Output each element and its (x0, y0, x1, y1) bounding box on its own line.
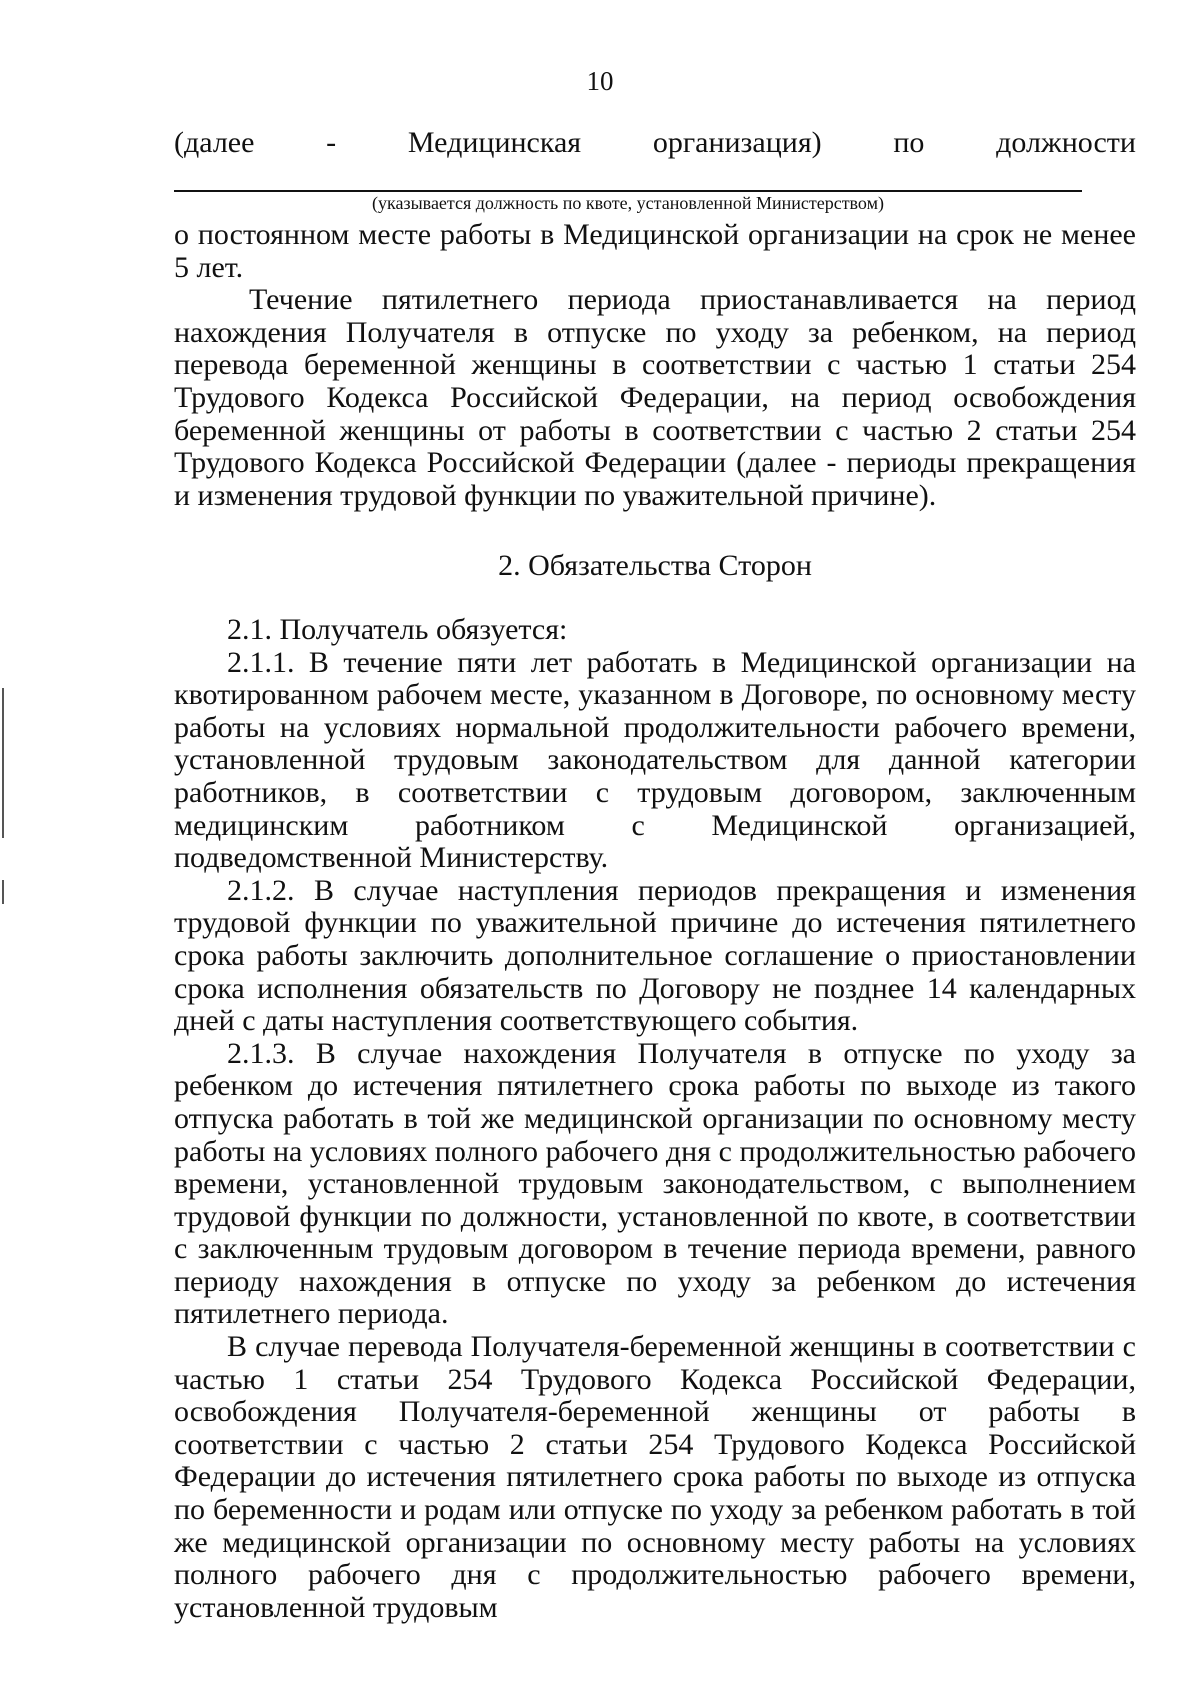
fill-in-blank-line (174, 190, 1082, 192)
header-word: Медицинская (407, 126, 582, 159)
header-word: организация) (652, 126, 822, 159)
page-number: 10 (586, 66, 614, 96)
paragraph: 2.1.1. В течение пяти лет работать в Медицинской организации на квотированном рабочем месте, указанном в Договоре, по основному месту работы на условиях нормальной продолжительности рабочего времени, установленной трудовым законодательством для данной категории работников, в соответствии с трудовым договором, заключенным медицинским работником с Медицинской организацией, подведомственной Министерству. (174, 645, 1136, 875)
paragraph: В случае перевода Получателя-беременной женщины в соответствии с частью 1 статьи 254 Трудового Кодекса Российской Федерации, освобождения Получателя-беременной женщины от работы в соответствии с частью 2 статьи 254 Трудового Кодекса Российской Федерации до истечения пятилетнего срока работы по выходе из отпуска по беременности и родам или отпуске по уходу за ребенком работать в той же медицинской организации по основному месту работы на условиях полного рабочего дня с продолжительностью рабочего времени, установленной трудовым (174, 1330, 1136, 1624)
scan-edge-mark (2, 688, 4, 838)
paragraph: 2.1.3. В случае нахождения Получателя в отпуске по уходу за ребенком до истечения пятилетнего срока работы по выходе из такого отпуска работать в той же медицинской организации по основному месту работы на условиях полного рабочего дня с продолжительностью рабочего времени, установленной трудовым законодательством, с выполнением трудовой функции по должности, установленной по квоте, в соответствии с заключенным трудовым договором в течение периода времени, равного периоду нахождения в отпуске по уходу за ребенком до истечения пятилетнего периода. (174, 1036, 1136, 1331)
section-title: 2. Обязательства Сторон (498, 549, 812, 582)
blank-caption: (указывается должность по квоте, установленной Министерством) (372, 193, 884, 213)
paragraph: о постоянном месте работы в Медицинской организации на срок не менее 5 лет. (174, 218, 1136, 284)
header-word: должности (996, 126, 1136, 159)
scan-edge-mark (2, 880, 4, 904)
header-line (174, 126, 1136, 160)
paragraph: 2.1.2. В случае наступления периодов прекращения и изменения трудовой функции по уважительной причине до истечения пятилетнего срока работы заключить дополнительное соглашение о приостановлении срока исполнения обязательств по Договору не позднее 14 календарных дней с даты наступления соответствующего события. (174, 873, 1136, 1038)
paragraph-block-top (174, 219, 1136, 512)
paragraph: Течение пятилетнего периода приостанавливается на период нахождения Получателя в отпуске по уходу за ребенком, на период перевода беременной женщины в соответствии с частью 1 статьи 254 Трудового Кодекса Российской Федерации, на период освобождения беременной женщины от работы в соответствии с частью 2 статьи 254 Трудового Кодекса Российской Федерации (далее - периоды прекращения и изменения трудовой функции по уважительной причине). (174, 283, 1136, 512)
header-word: - (326, 126, 337, 159)
header-word: по (893, 126, 925, 159)
header-word: (далее (174, 126, 255, 159)
paragraph: 2.1. Получатель обязуется: (227, 613, 568, 646)
paragraph-block-main (174, 614, 1136, 1624)
